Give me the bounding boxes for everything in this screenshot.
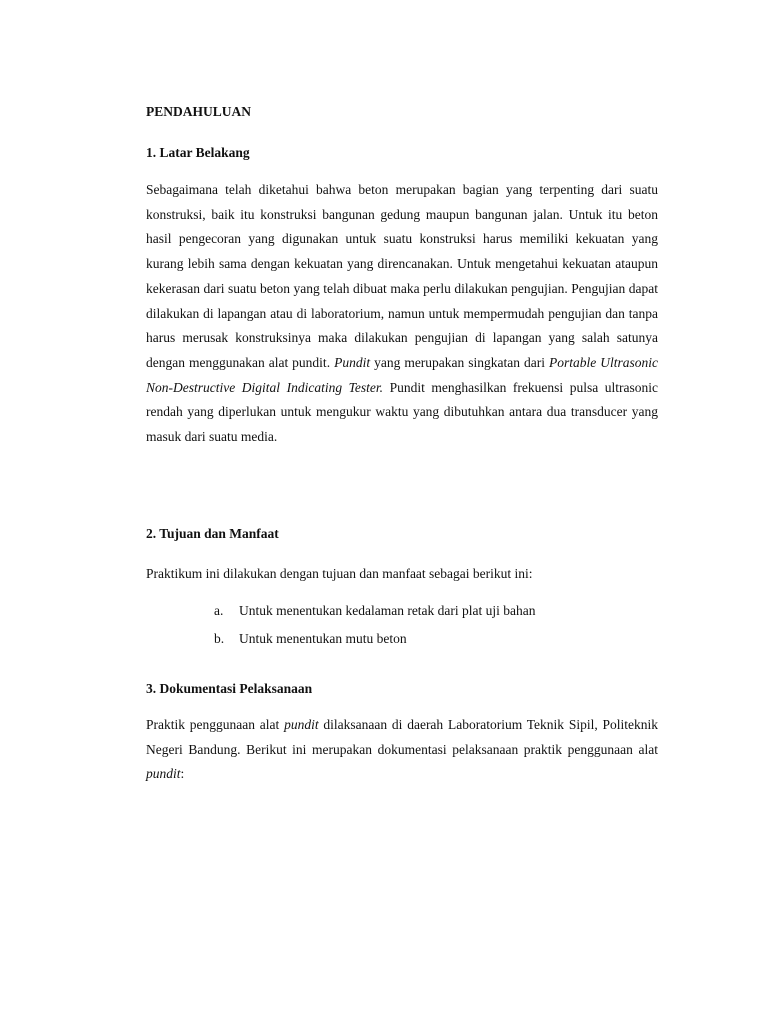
list-marker: a. — [214, 603, 224, 618]
section1-text-before: Sebagaimana telah diketahui bahwa beton merupakan bagian yang terpenting dari suatu konstruksi, baik itu konstruksi bangunan gedung maupun bangunan jalan. Untuk itu beton hasil pengecoran yang digunakan untuk suatu konstruksi harus memiliki kekuatan yang kurang lebih sama dengan kekuatan yang direncanakan. Untuk mengetahui kekuatan ataupun kekerasan dari suatu beton yang telah dibuat maka perlu dilakukan pengujian. Pengujian dapat dilakukan di lapangan atau di laboratorium, namun untuk mempermudah pengujian dan tanpa harus merusak konstruksinya maka dilakukan pengujian di lapangan yang salah satunya dengan menggunakan alat pundit. — [146, 182, 658, 370]
list-item-text: Untuk menentukan kedalaman retak dari plat uji bahan — [239, 603, 536, 618]
list-item-text: Untuk menentukan mutu beton — [239, 631, 407, 646]
section2-heading: 2. Tujuan dan Manfaat — [146, 526, 279, 541]
document-title: PENDAHULUAN — [146, 104, 252, 119]
list-marker: b. — [214, 631, 225, 646]
section1-paragraph — [146, 178, 658, 450]
section1-italic-expansion: Portable Ultrasonic Non-Destructive Digital Indicating Tester. — [146, 354, 659, 395]
list-item — [214, 597, 658, 625]
list-item — [214, 625, 658, 653]
section3-heading: 3. Dokumentasi Pelaksanaan — [146, 681, 313, 696]
section3-italic-pundit-2: pundit — [146, 766, 181, 782]
section2-list — [214, 597, 658, 653]
section1-heading: 1. Latar Belakang — [146, 145, 250, 160]
section3-italic-pundit-1: pundit — [284, 717, 319, 732]
section3-paragraph — [146, 713, 658, 787]
section3-text-2: dilaksanaan di daerah Laboratorium Teknik Sipil, Politeknik Negeri Bandung. Berikut ini merupakan dokumentasi pelaksanaan praktik penggunaan alat — [146, 717, 659, 757]
section2-intro: Praktikum ini dilakukan dengan tujuan dan manfaat sebagai berikut ini: — [146, 566, 533, 581]
section1-text-middle: yang merupakan singkatan dari — [370, 354, 550, 370]
section3-text-1: Praktik penggunaan alat — [146, 717, 285, 732]
section1-text-after: Pundit menghasilkan frekuensi pulsa ultrasonic rendah yang diperlukan untuk mengukur waktu yang dibutuhkan antara dua transducer yang masuk dari suatu media. — [146, 379, 659, 445]
section3-text-3: : — [180, 766, 185, 782]
section1-italic-pundit: Pundit — [334, 354, 371, 370]
